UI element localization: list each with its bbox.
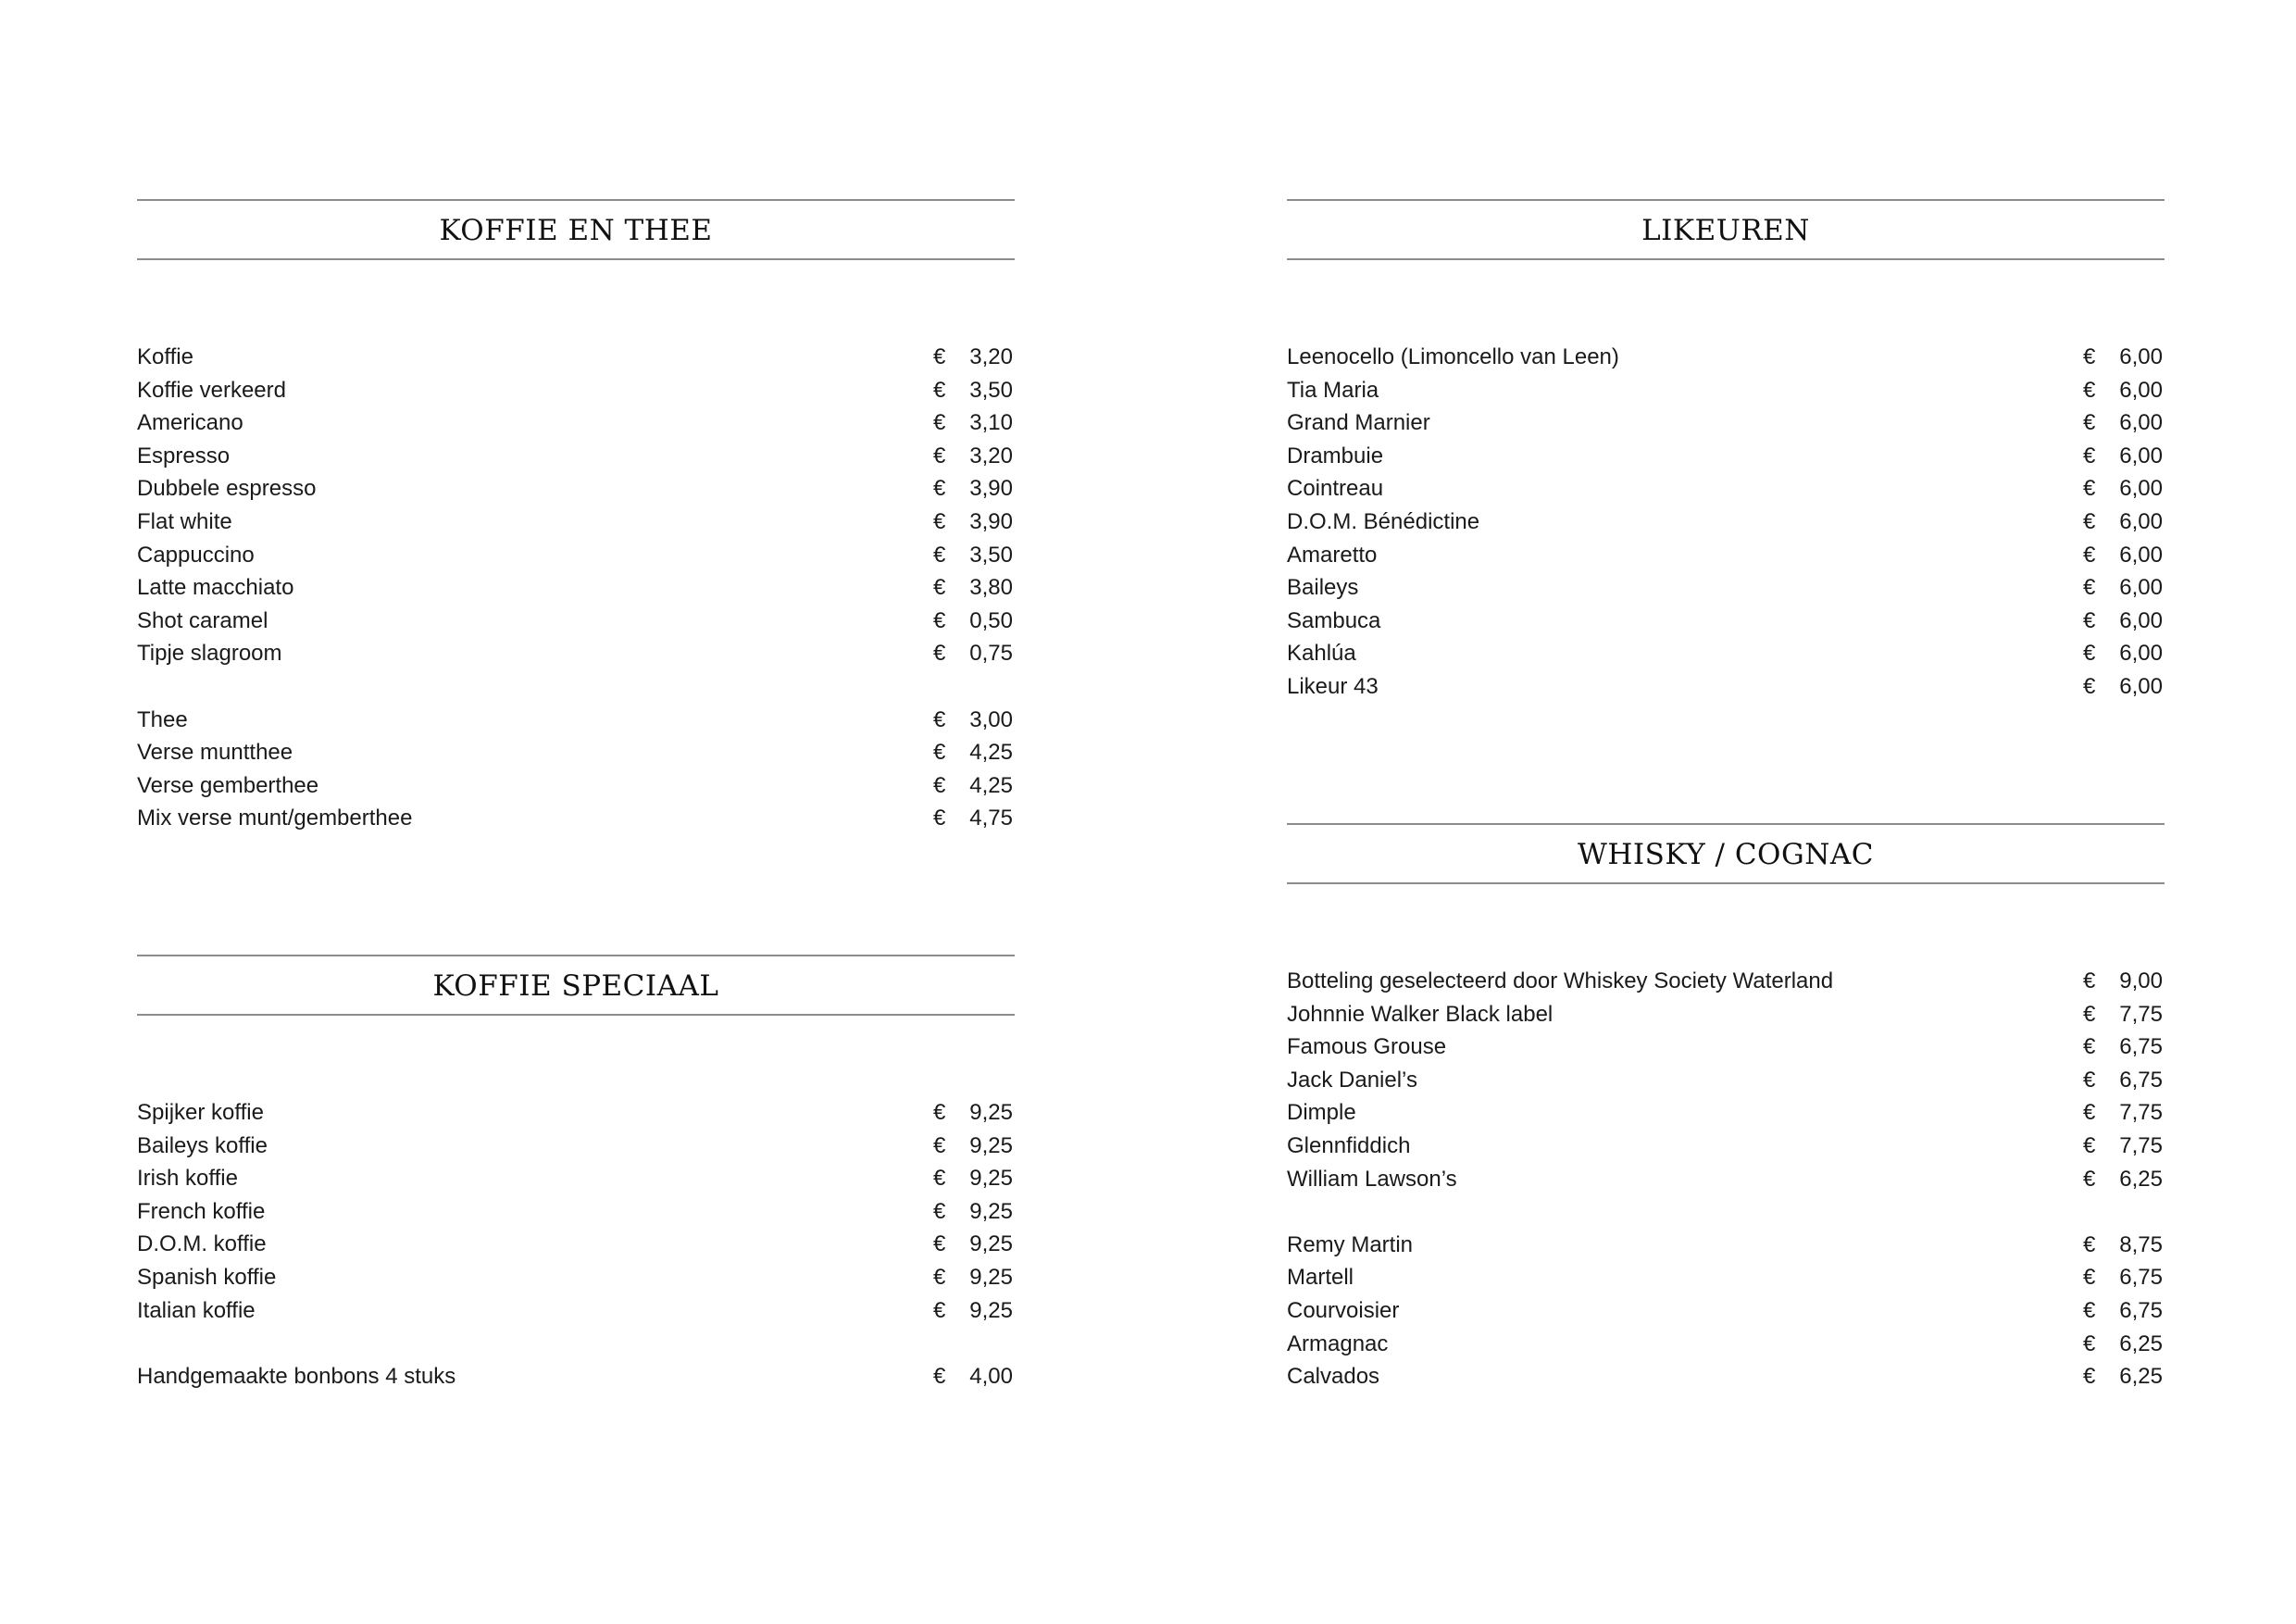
item-name: Americano <box>137 410 243 436</box>
item-name: Mix verse munt/gemberthee <box>137 806 413 831</box>
item-price: 6,00 <box>2119 344 2163 369</box>
currency-symbol: € <box>2083 641 2096 667</box>
group-spacer <box>137 1327 1015 1360</box>
menu-item <box>137 1096 1015 1130</box>
currency-symbol: € <box>933 575 946 601</box>
item-name: Spanish koffie <box>137 1264 277 1290</box>
currency-symbol: € <box>2083 607 2096 633</box>
item-price: 9,25 <box>969 1132 1013 1158</box>
menu-item <box>1287 1031 2165 1064</box>
item-name: Dubbele espresso <box>137 476 317 502</box>
item-price: 6,00 <box>2119 508 2163 534</box>
menu-item <box>1287 1130 2165 1163</box>
item-price: 6,25 <box>2119 1166 2163 1192</box>
item-price: 9,25 <box>969 1198 1013 1224</box>
menu-list <box>1287 341 2165 704</box>
currency-symbol: € <box>933 1297 946 1323</box>
currency-symbol: € <box>933 410 946 436</box>
group-spacer <box>137 670 1015 704</box>
currency-symbol: € <box>2083 1166 2096 1192</box>
menu-item <box>1287 506 2165 539</box>
section-whisky-cognac <box>1287 823 2165 1390</box>
currency-symbol: € <box>2083 443 2096 468</box>
item-price: 3,20 <box>969 443 1013 468</box>
menu-item <box>137 1294 1015 1328</box>
item-price: 3,10 <box>969 410 1013 436</box>
item-price: 4,25 <box>969 772 1013 798</box>
item-name: Verse gemberthee <box>137 772 319 798</box>
section-header <box>137 955 1015 1016</box>
item-price: 9,25 <box>969 1264 1013 1290</box>
item-price: 6,75 <box>2119 1297 2163 1323</box>
item-price: 4,75 <box>969 806 1013 831</box>
currency-symbol: € <box>2083 1330 2096 1356</box>
menu-item <box>1287 406 2165 440</box>
menu-item <box>1287 670 2165 704</box>
item-name: Cointreau <box>1287 476 1384 502</box>
currency-symbol: € <box>2083 410 2096 436</box>
currency-symbol: € <box>933 1132 946 1158</box>
item-price: 6,00 <box>2119 377 2163 403</box>
item-price: 7,75 <box>2119 1132 2163 1158</box>
item-name: Tipje slagroom <box>137 641 282 667</box>
currency-symbol: € <box>933 1264 946 1290</box>
item-name: Glennfiddich <box>1287 1132 1411 1158</box>
menu-list <box>1287 965 2165 1393</box>
item-price: 9,00 <box>2119 968 2163 993</box>
item-name: Latte macchiato <box>137 575 294 601</box>
item-name: Cappuccino <box>137 542 255 568</box>
menu-item <box>137 406 1015 440</box>
currency-symbol: € <box>2083 1132 2096 1158</box>
item-price: 0,50 <box>969 607 1013 633</box>
item-name: Likeur 43 <box>1287 673 1379 699</box>
item-name: D.O.M. koffie <box>137 1231 267 1257</box>
item-name: Flat white <box>137 508 232 534</box>
section-title: WHISKY / COGNAC <box>1578 838 1874 871</box>
currency-symbol: € <box>933 508 946 534</box>
currency-symbol: € <box>933 377 946 403</box>
item-price: 6,25 <box>2119 1364 2163 1390</box>
section-title: KOFFIE SPECIAAL <box>432 969 719 1003</box>
item-price: 6,75 <box>2119 1265 2163 1291</box>
menu-item <box>1287 1229 2165 1262</box>
item-price: 7,75 <box>2119 1001 2163 1027</box>
currency-symbol: € <box>933 641 946 667</box>
section-koffie-speciaal <box>137 955 1015 1389</box>
item-name: Handgemaakte bonbons 4 stuks <box>137 1363 456 1389</box>
item-name: Remy Martin <box>1287 1231 1414 1257</box>
item-name: Irish koffie <box>137 1166 238 1192</box>
currency-symbol: € <box>933 806 946 831</box>
menu-item <box>137 605 1015 638</box>
item-price: 9,25 <box>969 1297 1013 1323</box>
item-price: 6,00 <box>2119 575 2163 601</box>
item-name: Espresso <box>137 443 231 468</box>
item-price: 0,75 <box>969 641 1013 667</box>
menu-item <box>137 736 1015 769</box>
menu-item <box>1287 998 2165 1031</box>
currency-symbol: € <box>933 607 946 633</box>
menu-item <box>1287 1294 2165 1328</box>
menu-item <box>137 1360 1015 1393</box>
menu-item <box>137 1228 1015 1261</box>
menu-item <box>1287 1261 2165 1294</box>
menu-item <box>137 704 1015 737</box>
item-price: 3,90 <box>969 508 1013 534</box>
item-price: 6,00 <box>2119 542 2163 568</box>
item-price: 3,90 <box>969 476 1013 502</box>
item-price: 8,75 <box>2119 1231 2163 1257</box>
currency-symbol: € <box>2083 1297 2096 1323</box>
item-price: 4,25 <box>969 740 1013 766</box>
item-name: Calvados <box>1287 1364 1380 1390</box>
section-header <box>1287 823 2165 884</box>
item-name: Dimple <box>1287 1100 1356 1126</box>
item-price: 6,00 <box>2119 476 2163 502</box>
item-name: D.O.M. Bénédictine <box>1287 508 1480 534</box>
item-name: Jack Daniel’s <box>1287 1067 1417 1093</box>
menu-item <box>1287 1163 2165 1196</box>
item-name: Baileys <box>1287 575 1359 601</box>
item-name: Spijker koffie <box>137 1100 264 1125</box>
section-koffie-en-thee <box>137 199 1015 831</box>
section-header <box>137 199 1015 260</box>
item-name: Verse muntthee <box>137 740 293 766</box>
group-spacer <box>1287 1195 2165 1229</box>
currency-symbol: € <box>2083 673 2096 699</box>
currency-symbol: € <box>2083 1001 2096 1027</box>
menu-item <box>1287 539 2165 572</box>
currency-symbol: € <box>2083 1231 2096 1257</box>
menu-item <box>137 571 1015 605</box>
item-name: Grand Marnier <box>1287 410 1430 436</box>
item-price: 3,50 <box>969 542 1013 568</box>
menu-item <box>137 440 1015 473</box>
item-name: Thee <box>137 706 188 732</box>
currency-symbol: € <box>2083 508 2096 534</box>
menu-item <box>1287 605 2165 638</box>
currency-symbol: € <box>2083 476 2096 502</box>
menu-item <box>137 769 1015 803</box>
currency-symbol: € <box>933 1166 946 1192</box>
menu-item <box>137 1130 1015 1163</box>
menu-item <box>137 472 1015 506</box>
currency-symbol: € <box>2083 1034 2096 1060</box>
section-title: LIKEUREN <box>1641 214 1810 247</box>
item-name: Courvoisier <box>1287 1297 1400 1323</box>
item-price: 6,00 <box>2119 673 2163 699</box>
item-price: 3,50 <box>969 377 1013 403</box>
item-price: 7,75 <box>2119 1100 2163 1126</box>
item-name: Koffie verkeerd <box>137 377 286 403</box>
currency-symbol: € <box>933 1198 946 1224</box>
item-name: Drambuie <box>1287 443 1384 468</box>
item-name: Leenocello (Limoncello van Leen) <box>1287 344 1619 369</box>
currency-symbol: € <box>933 740 946 766</box>
item-price: 6,75 <box>2119 1034 2163 1060</box>
item-price: 3,80 <box>969 575 1013 601</box>
item-price: 6,00 <box>2119 641 2163 667</box>
item-price: 6,00 <box>2119 607 2163 633</box>
menu-item <box>137 341 1015 374</box>
menu-item <box>1287 341 2165 374</box>
item-name: Baileys koffie <box>137 1132 268 1158</box>
menu-item <box>1287 374 2165 407</box>
section-header <box>1287 199 2165 260</box>
menu-item <box>137 1195 1015 1229</box>
menu-item <box>137 539 1015 572</box>
menu-item <box>1287 440 2165 473</box>
currency-symbol: € <box>2083 377 2096 403</box>
item-name: Sambuca <box>1287 607 1381 633</box>
item-price: 6,00 <box>2119 410 2163 436</box>
currency-symbol: € <box>2083 344 2096 369</box>
menu-item <box>1287 965 2165 998</box>
menu-item <box>1287 637 2165 670</box>
menu-list <box>137 341 1015 835</box>
item-price: 9,25 <box>969 1231 1013 1257</box>
currency-symbol: € <box>933 344 946 369</box>
currency-symbol: € <box>2083 575 2096 601</box>
item-price: 6,75 <box>2119 1067 2163 1093</box>
menu-list <box>137 1096 1015 1393</box>
item-price: 6,00 <box>2119 443 2163 468</box>
item-price: 3,20 <box>969 344 1013 369</box>
item-name: Koffie <box>137 344 193 369</box>
item-name: Shot caramel <box>137 607 268 633</box>
item-name: Italian koffie <box>137 1297 256 1323</box>
menu-item <box>137 802 1015 835</box>
menu-item <box>1287 1064 2165 1097</box>
item-name: Martell <box>1287 1265 1354 1291</box>
item-price: 6,25 <box>2119 1330 2163 1356</box>
currency-symbol: € <box>2083 968 2096 993</box>
currency-symbol: € <box>933 1231 946 1257</box>
item-name: Johnnie Walker Black label <box>1287 1001 1554 1027</box>
item-price: 9,25 <box>969 1100 1013 1125</box>
currency-symbol: € <box>933 542 946 568</box>
menu-item <box>1287 1328 2165 1361</box>
item-price: 4,00 <box>969 1363 1013 1389</box>
currency-symbol: € <box>2083 542 2096 568</box>
currency-symbol: € <box>933 476 946 502</box>
section-likeuren <box>1287 199 2165 699</box>
item-name: Kahlúa <box>1287 641 1356 667</box>
menu-item <box>137 1261 1015 1294</box>
currency-symbol: € <box>2083 1067 2096 1093</box>
item-price: 3,00 <box>969 706 1013 732</box>
menu-item <box>1287 1360 2165 1393</box>
menu-item <box>137 637 1015 670</box>
menu-item <box>1287 571 2165 605</box>
item-name: Tia Maria <box>1287 377 1379 403</box>
menu-item <box>137 506 1015 539</box>
item-name: French koffie <box>137 1198 266 1224</box>
currency-symbol: € <box>933 443 946 468</box>
menu-item <box>137 374 1015 407</box>
currency-symbol: € <box>2083 1265 2096 1291</box>
item-name: Armagnac <box>1287 1330 1389 1356</box>
currency-symbol: € <box>933 772 946 798</box>
item-name: Famous Grouse <box>1287 1034 1447 1060</box>
currency-symbol: € <box>933 1100 946 1125</box>
currency-symbol: € <box>2083 1100 2096 1126</box>
currency-symbol: € <box>933 1363 946 1389</box>
currency-symbol: € <box>933 706 946 732</box>
menu-item <box>1287 472 2165 506</box>
section-title: KOFFIE EN THEE <box>439 214 713 247</box>
item-price: 9,25 <box>969 1166 1013 1192</box>
item-name: Botteling geselecteerd door Whiskey Society Waterland <box>1287 968 1834 993</box>
item-name: Amaretto <box>1287 542 1378 568</box>
menu-item <box>137 1162 1015 1195</box>
item-name: William Lawson’s <box>1287 1166 1457 1192</box>
menu-item <box>1287 1096 2165 1130</box>
currency-symbol: € <box>2083 1364 2096 1390</box>
